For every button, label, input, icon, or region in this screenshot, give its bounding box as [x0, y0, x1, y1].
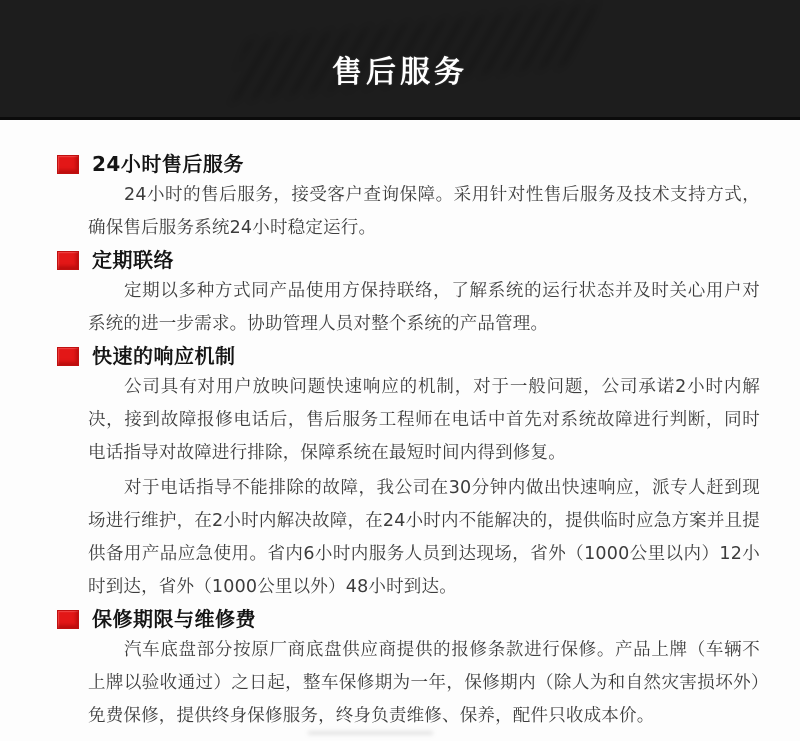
section-heading: 24小时售后服务	[92, 152, 244, 176]
section-paragraph: 公司具有对用户放映问题快速响应的机制，对于一般问题，公司承诺2小时内解决，接到故障报修电话后，售后服务工程师在电话中首先对系统故障进行判断，同时电话指导对故障进行排除，保障系统在最短时间内得到修复。	[88, 377, 760, 463]
red-square-bullet-icon	[57, 251, 79, 270]
section-paragraph: 定期以多种方式同产品使用方保持联络，了解系统的运行状态并及时关心用户对系统的进一步需求。协助管理人员对整个系统的产品管理。	[88, 281, 760, 334]
red-square-bullet-icon	[57, 347, 79, 366]
page-title: 售后服务	[332, 55, 468, 90]
section-paragraph: 对于电话指导不能排除的故障，我公司在30分钟内做出快速响应，派专人赶到现场进行维护，在2小时内解决故障，在24小时内不能解决的，提供临时应急方案并且提供备用产品应急使用。省内6小时内服务人员到达现场，省外（1000公里以内）12小时到达，省外（1000公里以外）48小时到达。	[88, 478, 760, 597]
section-heading: 保修期限与维修费	[92, 607, 256, 631]
section-24h-service	[57, 151, 760, 245]
header-banner	[0, 0, 800, 120]
red-square-bullet-icon	[57, 610, 79, 629]
section-heading-row	[57, 151, 760, 177]
section-warranty-terms	[57, 606, 760, 733]
section-heading: 定期联络	[92, 248, 174, 272]
section-heading-row	[57, 343, 760, 369]
section-regular-contact	[57, 247, 760, 341]
section-paragraph: 24小时的售后服务，接受客户查询保障。采用针对性售后服务及技术支持方式，确保售后服务系统24小时稳定运行。	[88, 185, 760, 238]
section-rapid-response	[57, 343, 760, 604]
section-heading-row	[57, 606, 760, 632]
red-square-bullet-icon	[57, 155, 79, 174]
section-paragraph: 汽车底盘部分按原厂商底盘供应商提供的报修条款进行保修。产品上牌（车辆不上牌以验收通过）之日起，整车保修期为一年，保修期内（除人为和自然灾害损坏外）免费保修，提供终身保修服务，终身负责维修、保养，配件只收成本价。	[88, 640, 760, 726]
section-heading: 快速的响应机制	[92, 344, 236, 368]
section-heading-row	[57, 247, 760, 273]
content-area	[0, 120, 800, 733]
